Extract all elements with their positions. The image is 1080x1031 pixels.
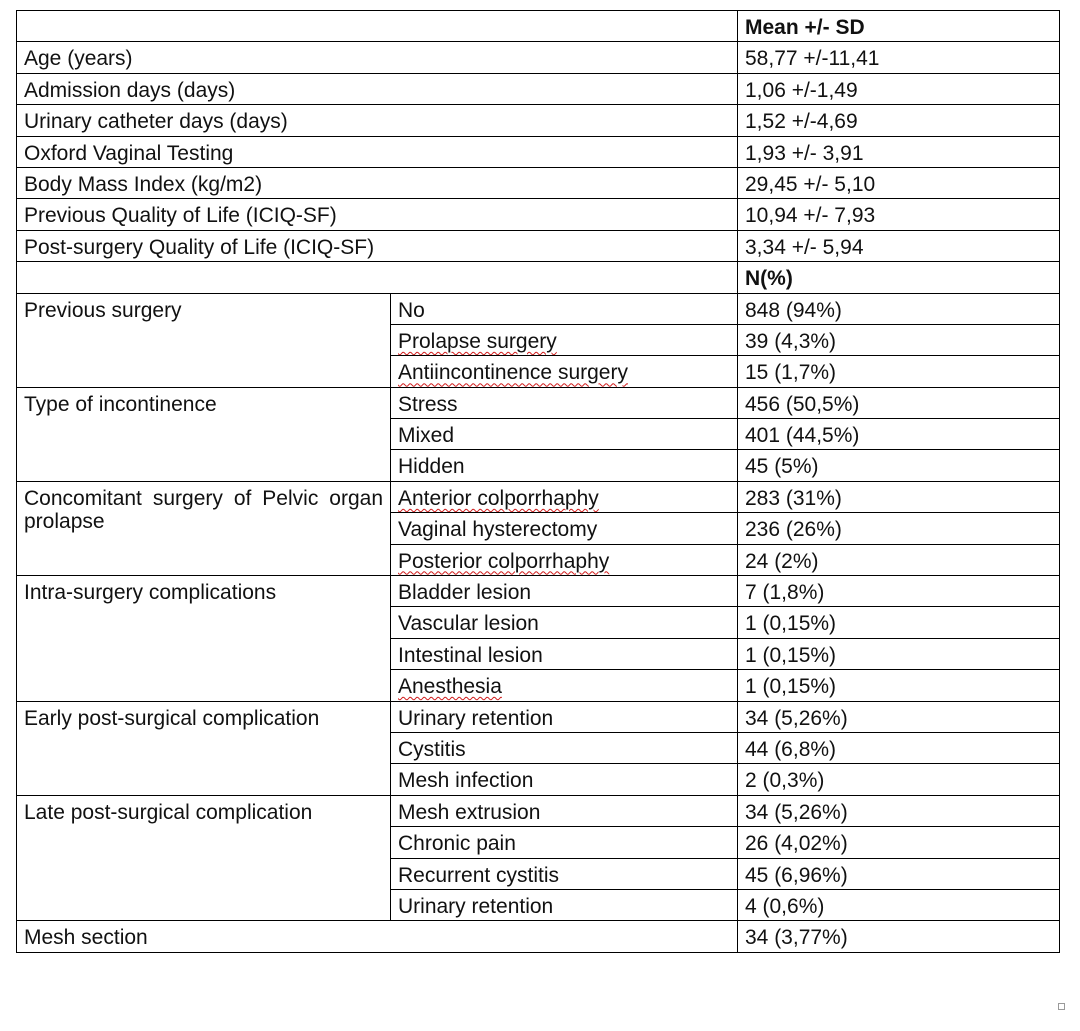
row-value: 1 (0,15%) [738,607,1060,638]
header-empty-cell [17,11,738,42]
row-label: Post-surgery Quality of Life (ICIQ-SF) [17,230,738,261]
row-sublabel: Vascular lesion [391,607,738,638]
row-value: 3,34 +/- 5,94 [738,230,1060,261]
row-sublabel [391,481,738,512]
table-row [17,576,1060,607]
row-value: 1,06 +/-1,49 [738,73,1060,104]
row-label: Urinary catheter days (days) [17,105,738,136]
row-label: Mesh section [17,921,738,952]
row-value: 401 (44,5%) [738,419,1060,450]
table-row [17,230,1060,261]
row-value: 15 (1,7%) [738,356,1060,387]
row-sublabel: Recurrent cystitis [391,858,738,889]
row-value: 45 (5%) [738,450,1060,481]
sublabel-text: Prolapse surgery [398,329,557,353]
row-sublabel: Stress [391,387,738,418]
table-row [17,105,1060,136]
sublabel-text: Antiincontinence surgery [398,361,628,385]
row-sublabel: Mesh extrusion [391,795,738,826]
row-value: 24 (2%) [738,544,1060,575]
row-label: Age (years) [17,42,738,73]
group-label: Late post-surgical complication [17,795,391,921]
resize-handle[interactable] [1058,1003,1065,1010]
table-row [17,701,1060,732]
row-value: 34 (3,77%) [738,921,1060,952]
row-value: 34 (5,26%) [738,701,1060,732]
sublabel-text: Anterior colporrhaphy [398,486,599,510]
row-sublabel: Chronic pain [391,827,738,858]
row-value: 236 (26%) [738,513,1060,544]
group-label: Type of incontinence [17,387,391,481]
table-row [17,136,1060,167]
row-value: 848 (94%) [738,293,1060,324]
table-row [17,481,1060,512]
row-value: 39 (4,3%) [738,324,1060,355]
table-row [17,293,1060,324]
sublabel-text: Posterior colporrhaphy [398,549,610,573]
row-sublabel [391,670,738,701]
group-label: Intra-surgery complications [17,576,391,702]
row-sublabel: Hidden [391,450,738,481]
row-value: 29,45 +/- 5,10 [738,167,1060,198]
table-row [17,387,1060,418]
table-row [17,167,1060,198]
row-value: 1,93 +/- 3,91 [738,136,1060,167]
row-sublabel [391,324,738,355]
row-sublabel: Urinary retention [391,701,738,732]
group-label: Previous surgery [17,293,391,387]
row-value: 2 (0,3%) [738,764,1060,795]
row-value: 1 (0,15%) [738,638,1060,669]
row-sublabel: Intestinal lesion [391,638,738,669]
row-value: 10,94 +/- 7,93 [738,199,1060,230]
group-label: Early post-surgical complication [17,701,391,795]
table-row [17,795,1060,826]
row-sublabel: Cystitis [391,732,738,763]
table-row [17,199,1060,230]
row-label: Previous Quality of Life (ICIQ-SF) [17,199,738,230]
row-sublabel: Bladder lesion [391,576,738,607]
table-row [17,73,1060,104]
row-label: Body Mass Index (kg/m2) [17,167,738,198]
row-value: 7 (1,8%) [738,576,1060,607]
row-value: 4 (0,6%) [738,889,1060,920]
row-sublabel: Urinary retention [391,889,738,920]
row-value: 26 (4,02%) [738,827,1060,858]
row-value: 34 (5,26%) [738,795,1060,826]
row-sublabel: Mesh infection [391,764,738,795]
row-value: 1 (0,15%) [738,670,1060,701]
results-table-container [16,10,1059,953]
table-row [17,42,1060,73]
row-value: 1,52 +/-4,69 [738,105,1060,136]
sublabel-text: Anesthesia [398,675,502,699]
results-table [16,10,1060,953]
row-value: 45 (6,96%) [738,858,1060,889]
header-n-percent: N(%) [738,262,1060,293]
group-label: Concomitant surgery of Pelvic organ prolapse [17,481,391,575]
row-sublabel [391,544,738,575]
row-value: 44 (6,8%) [738,732,1060,763]
row-label: Admission days (days) [17,73,738,104]
row-value: 283 (31%) [738,481,1060,512]
row-value: 58,77 +/-11,41 [738,42,1060,73]
row-sublabel [391,356,738,387]
subheader-empty-cell [17,262,738,293]
row-sublabel: Vaginal hysterectomy [391,513,738,544]
row-sublabel: Mixed [391,419,738,450]
table-row [17,921,1060,952]
table-header-row [17,11,1060,42]
row-sublabel: No [391,293,738,324]
table-subheader-row [17,262,1060,293]
row-label: Oxford Vaginal Testing [17,136,738,167]
header-mean-sd: Mean +/- SD [738,11,1060,42]
row-value: 456 (50,5%) [738,387,1060,418]
